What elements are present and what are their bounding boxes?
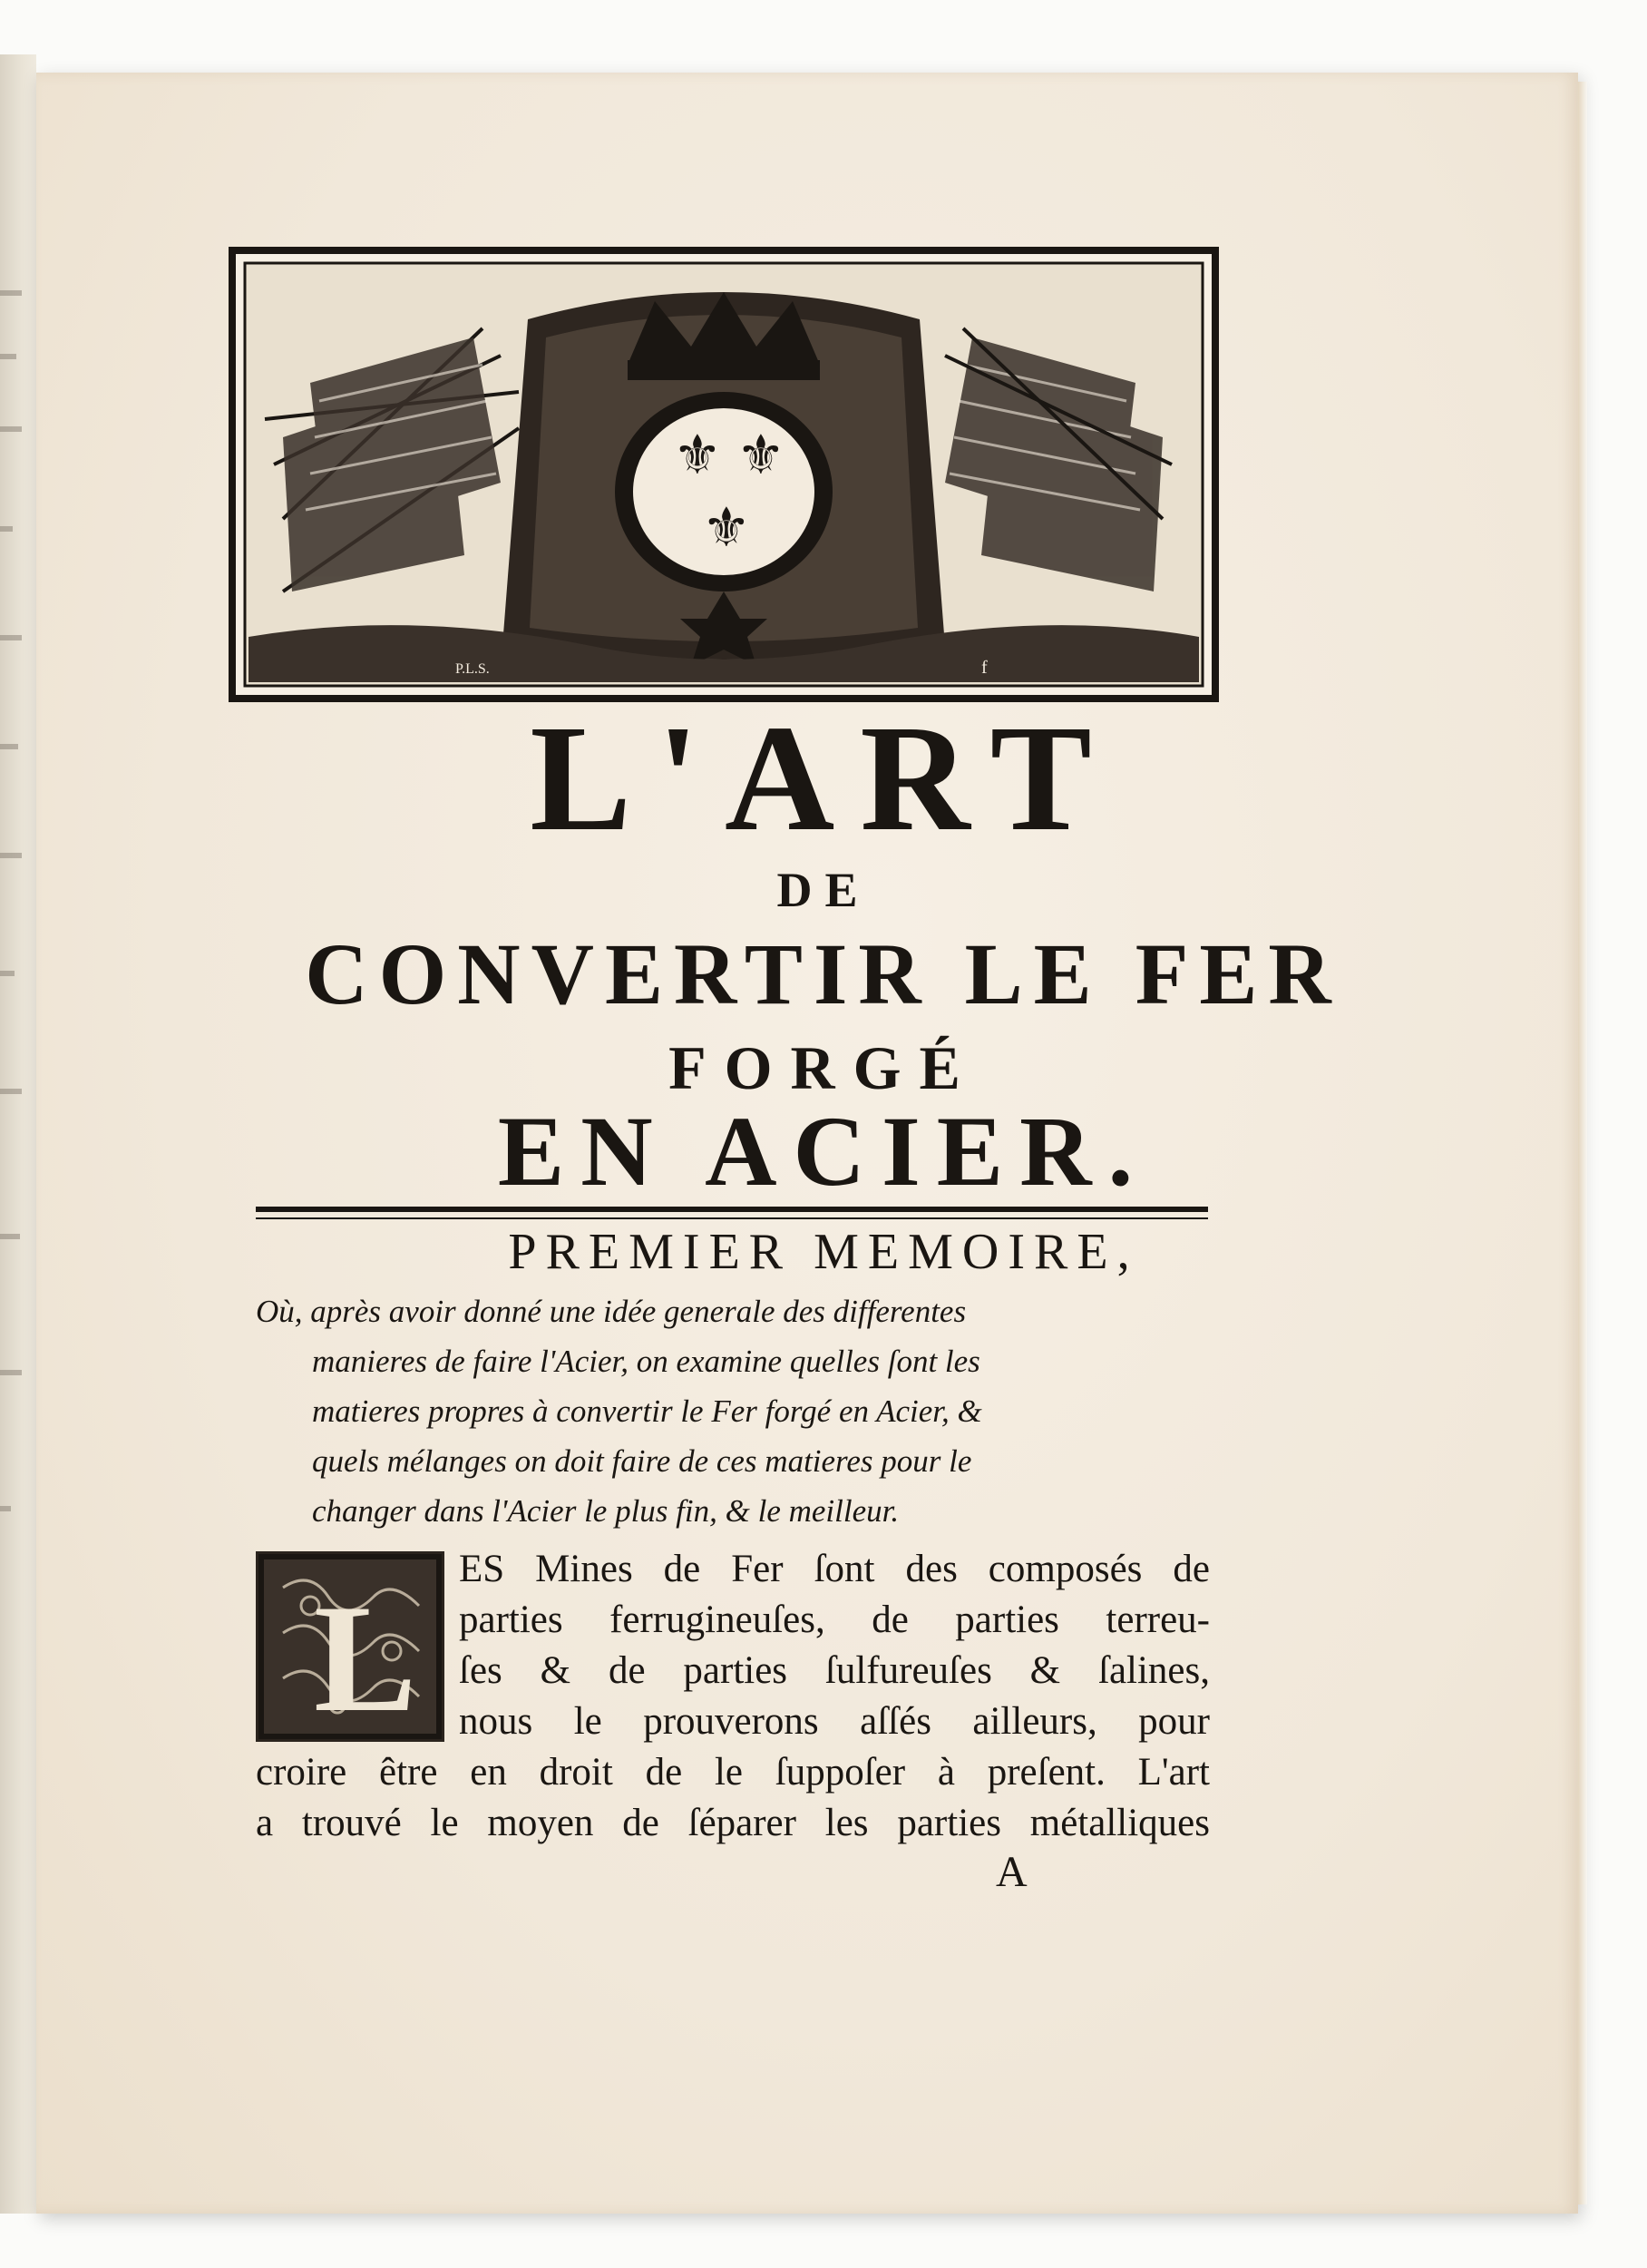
- subtitle-line: changer dans l'Acier le plus fin, & le meilleur.: [312, 1493, 900, 1529]
- body-line: a trouvé le moyen de ſéparer les parties métalliques: [256, 1802, 1210, 1844]
- headpiece-mark: f: [981, 658, 988, 678]
- subtitle-block: [256, 1286, 1208, 1536]
- body-line: parties ferrugineuſes, de parties terreu-: [459, 1598, 1210, 1641]
- svg-text:⚜: ⚜: [702, 496, 751, 560]
- title-rule-thin: [256, 1217, 1208, 1219]
- subtitle-line: matieres propres à convertir le Fer forgé en Acier, &: [312, 1393, 982, 1429]
- section-heading: PREMIER MEMOIRE,: [508, 1224, 1139, 1280]
- body-line: croire être en droit de le ſuppoſer à preſent. L'art: [256, 1751, 1210, 1794]
- woodcut-headpiece: [229, 247, 1219, 702]
- title-line-4: FORGÉ: [668, 1033, 979, 1102]
- title-line-1: L'ART: [530, 694, 1117, 863]
- svg-text:⚜: ⚜: [673, 424, 722, 487]
- headpiece-signature: P.L.S.: [455, 661, 490, 677]
- title-line-3: CONVERTIR LE FER: [305, 925, 1342, 1022]
- subtitle-line: quels mélanges on doit faire de ces matieres pour le: [312, 1443, 972, 1479]
- title-rule-thick: [256, 1207, 1208, 1212]
- subtitle-line: manieres de faire l'Acier, on examine quelles ſont les: [312, 1344, 980, 1379]
- body-line: ſes & de parties ſulfureuſes & ſalines,: [459, 1649, 1210, 1692]
- subtitle-line: Où, après avoir donné une idée generale des differentes: [256, 1294, 967, 1329]
- body-line: nous le prouverons aſſés ailleurs, pour: [459, 1700, 1210, 1743]
- body-line: ES Mines de Fer ſont des composés de: [459, 1548, 1210, 1590]
- title-line-2: DE: [776, 863, 871, 917]
- title-line-5: EN ACIER.: [497, 1096, 1150, 1207]
- drop-initial-letter: L: [314, 1573, 417, 1742]
- signature-mark: A: [996, 1848, 1028, 1896]
- svg-text:⚜: ⚜: [736, 424, 785, 487]
- body-paragraph: [256, 1544, 1210, 1849]
